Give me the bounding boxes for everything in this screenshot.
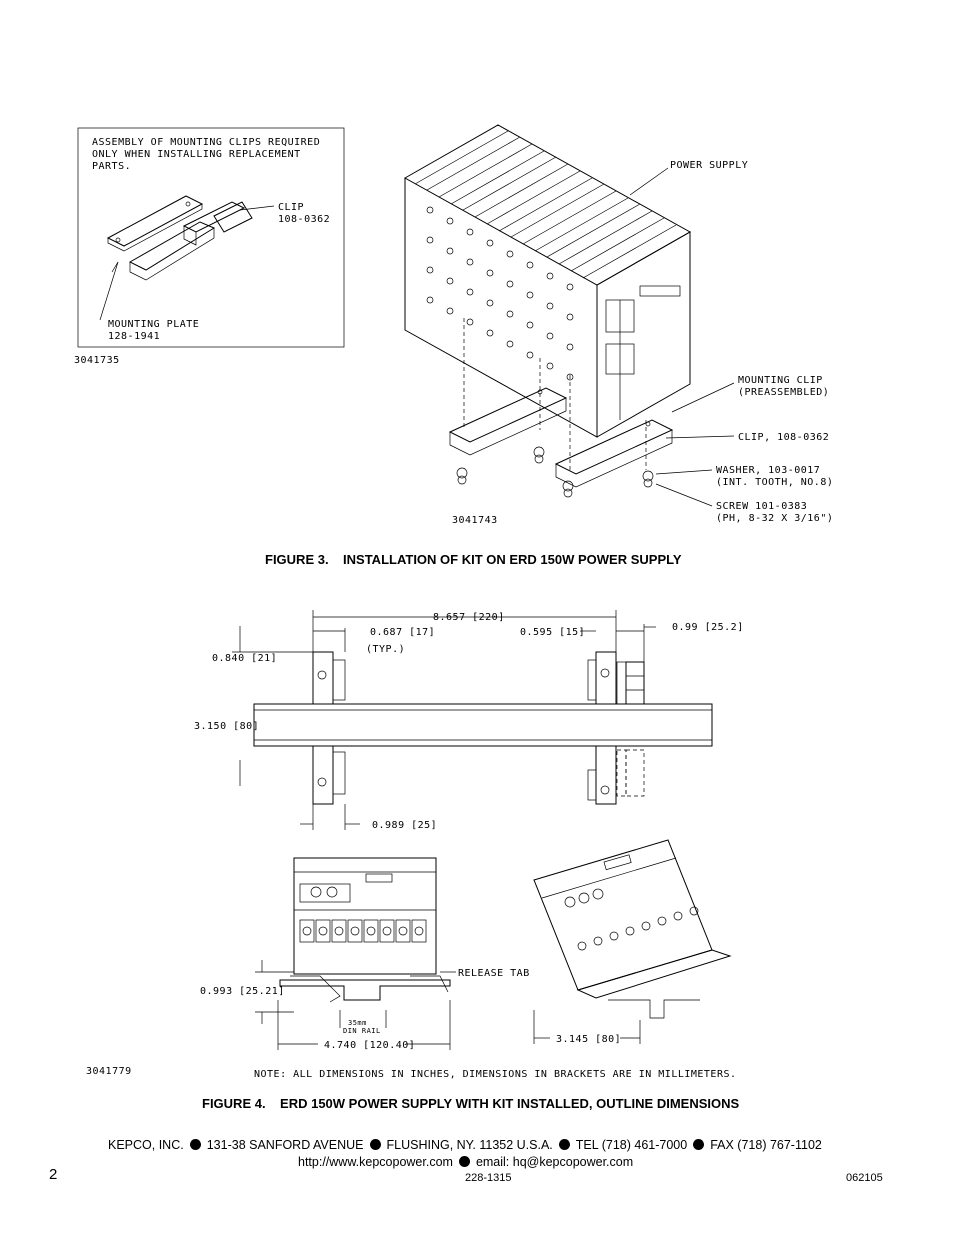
top-view xyxy=(232,610,712,830)
inset-clip-part: 108-0362 xyxy=(278,214,331,225)
inset-note-line-1: ASSEMBLY OF MOUNTING CLIPS REQUIRED xyxy=(92,137,321,148)
dim-typ: (TYP.) xyxy=(366,644,406,655)
footer-company: KEPCO, INC. xyxy=(108,1138,184,1152)
din-rail-label: DIN RAIL xyxy=(343,1027,381,1035)
dim-top-height: 0.840 [21] xyxy=(212,653,278,664)
power-supply-label: POWER SUPPLY xyxy=(670,160,749,171)
bullet-icon xyxy=(459,1156,470,1167)
figure-4-drawing-no: 3041779 xyxy=(86,1066,132,1077)
dim-tilt-width: 3.145 [80] xyxy=(556,1034,622,1045)
footer-address-line xyxy=(108,1138,822,1152)
inset-clip-label: CLIP xyxy=(278,202,305,213)
dim-bottom-width: 0.989 [25] xyxy=(372,820,438,831)
tilted-view xyxy=(534,840,730,1044)
washer-label: WASHER, 103-0017 xyxy=(716,465,821,476)
screw-label: SCREW 101-0383 xyxy=(716,501,808,512)
figure-4-caption-label: FIGURE 4. xyxy=(202,1096,266,1111)
inset-drawing-no: 3041735 xyxy=(74,355,120,366)
footer-web-line xyxy=(298,1155,633,1169)
footer-tel: TEL (718) 461-7000 xyxy=(575,1138,688,1152)
figure-4-note: NOTE: ALL DIMENSIONS IN INCHES, DIMENSIONS IN BRACKETS ARE IN MILLIMETERS. xyxy=(254,1069,737,1080)
footer-fax: FAX (718) 767-1102 xyxy=(710,1138,822,1152)
inset-note-line-2: ONLY WHEN INSTALLING REPLACEMENT xyxy=(92,149,301,160)
bullet-icon xyxy=(370,1139,381,1150)
din-rail-size: 35mm xyxy=(348,1019,367,1027)
figure-3-caption-label: FIGURE 3. xyxy=(265,552,329,567)
inset-note-line-3: PARTS. xyxy=(92,161,132,172)
dim-rail-height: 3.150 [80] xyxy=(194,721,260,732)
bullet-icon xyxy=(559,1139,570,1150)
clip-label: CLIP, 108-0362 xyxy=(738,432,830,443)
figure-4-caption xyxy=(202,1096,739,1111)
footer-address: 131-38 SANFORD AVENUE xyxy=(206,1138,364,1152)
mounting-clip-label: MOUNTING CLIP xyxy=(738,375,823,386)
dim-base-width: 4.740 [120.40] xyxy=(324,1040,416,1051)
doc-number: 228-1315 xyxy=(465,1172,512,1184)
dim-typ-width: 0.687 [17] xyxy=(370,627,436,638)
date-code: 062105 xyxy=(846,1172,883,1184)
screw-sub: (PH, 8-32 X 3/16") xyxy=(716,513,834,524)
dim-right-offset: 0.595 [15] xyxy=(520,627,586,638)
figure-4-caption-text: ERD 150W POWER SUPPLY WITH KIT INSTALLED, OUTLINE DIMENSIONS xyxy=(280,1096,740,1111)
figure-3-drawing-no: 3041743 xyxy=(452,515,498,526)
inset-plate-part: 128-1941 xyxy=(108,331,161,342)
footer-city: FLUSHING, NY. 11352 U.S.A. xyxy=(386,1138,553,1152)
washer-sub: (INT. TOOTH, NO.8) xyxy=(716,477,834,488)
inset-plate-label: MOUNTING PLATE xyxy=(108,319,200,330)
footer-email[interactable]: email: hq@kepcopower.com xyxy=(475,1155,634,1169)
bullet-icon xyxy=(190,1139,201,1150)
release-tab-label: RELEASE TAB xyxy=(458,968,530,979)
figure-3-caption-text: INSTALLATION OF KIT ON ERD 150W POWER SUPPLY xyxy=(343,552,682,567)
bullet-icon xyxy=(693,1139,704,1150)
dim-overall: 8.657 [220] xyxy=(433,612,505,623)
dim-far-right: 0.99 [25.2] xyxy=(672,622,744,633)
dim-side-height: 0.993 [25.21] xyxy=(200,986,285,997)
mounting-clip-sub: (PREASSEMBLED) xyxy=(738,387,830,398)
footer-website[interactable]: http://www.kepcopower.com xyxy=(298,1155,453,1169)
page-number: 2 xyxy=(49,1166,58,1183)
